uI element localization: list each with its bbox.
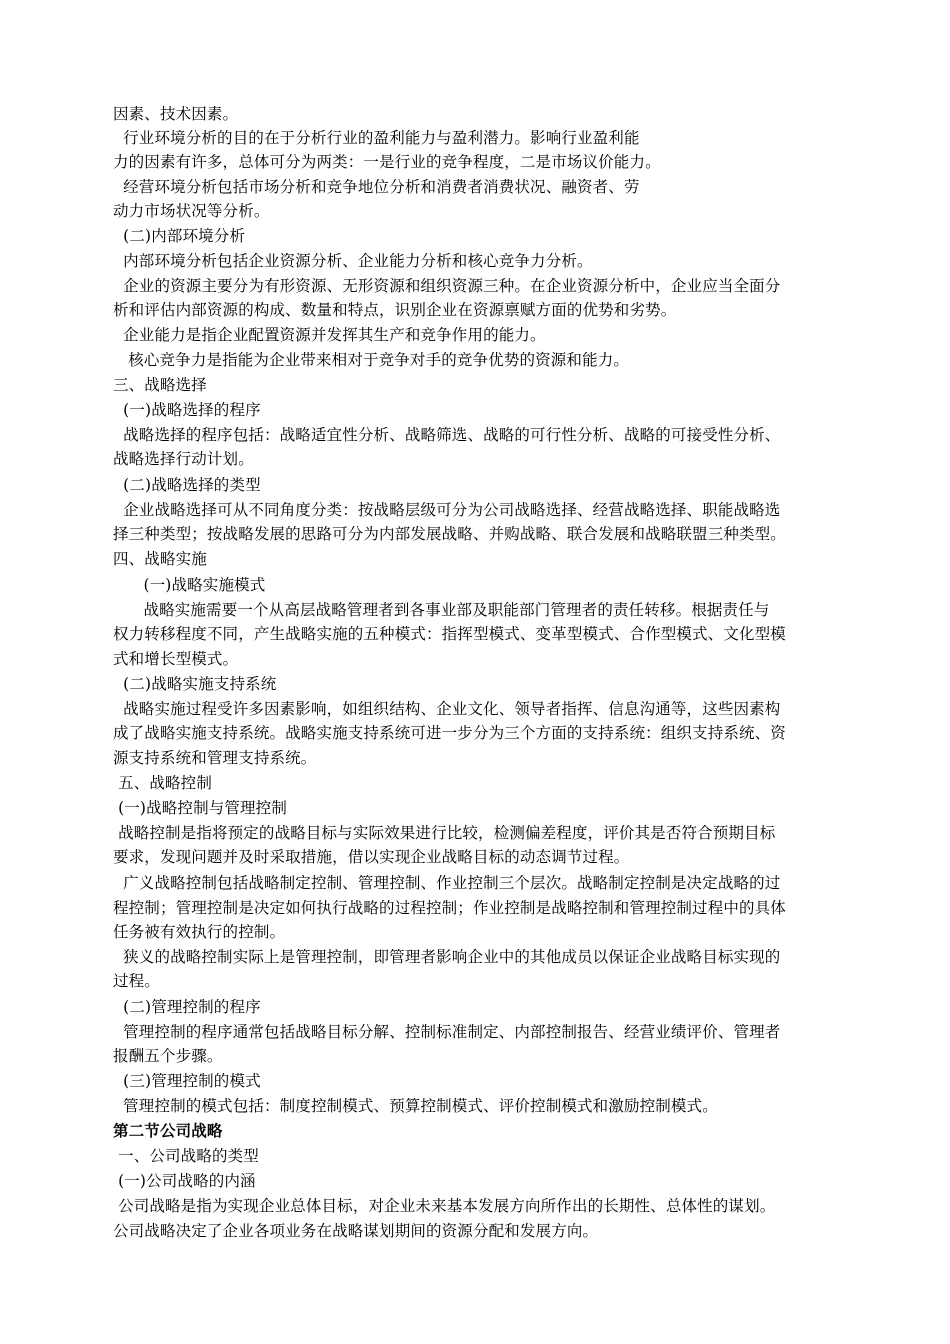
text-line: 公司战略是指为实现企业总体目标，对企业未来基本发展方向所作出的长期性、总体性的谋划。 <box>113 1197 776 1215</box>
chapter-section-heading: 第二节公司战略 <box>113 1122 223 1140</box>
subsection-heading: (一)战略控制与管理控制 <box>113 799 287 817</box>
text-line: 力的因素有许多，总体可分为两类：一是行业的竞争程度，二是市场议价能力。 <box>113 153 661 171</box>
text-line: 要求，发现问题并及时采取措施，借以实现企业战略目标的动态调节过程。 <box>113 848 630 866</box>
text-line: 战略控制是指将预定的战略目标与实际效果进行比较，检测偏差程度，评价其是否符合预期目标 <box>113 824 776 842</box>
text-line: 战略选择行动计划。 <box>113 450 254 468</box>
text-line: 企业能力是指企业配置资源并发挥其生产和竞争作用的能力。 <box>113 326 546 344</box>
subsection-heading: (一)战略实施模式 <box>113 576 266 594</box>
text-line: 式和增长型模式。 <box>113 650 239 668</box>
text-line: 企业的资源主要分为有形资源、无形资源和组织资源三种。在企业资源分析中，企业应当全面分 <box>113 277 781 295</box>
text-line: 狭义的战略控制实际上是管理控制，即管理者影响企业中的其他成员以保证企业战略目标实现的 <box>113 948 781 966</box>
text-line: 成了战略实施支持系统。战略实施支持系统可进一步分为三个方面的支持系统：组织支持系统、资 <box>113 724 786 742</box>
text-line: 公司战略决定了企业各项业务在战略谋划期间的资源分配和发展方向。 <box>113 1222 599 1240</box>
subsection-heading: (二)管理控制的程序 <box>113 998 261 1016</box>
text-line: 战略实施过程受许多因素影响，如组织结构、企业文化、领导者指挥、信息沟通等，这些因素构 <box>113 700 781 718</box>
subsection-heading: (三)管理控制的模式 <box>113 1072 261 1090</box>
text-line: 任务被有效执行的控制。 <box>113 923 286 941</box>
subsection-heading: (一)战略选择的程序 <box>113 401 261 419</box>
subsection-heading: (二)战略实施支持系统 <box>113 675 277 693</box>
text-line: 核心竞争力是指能为企业带来相对于竞争对手的竞争优势的资源和能力。 <box>113 351 630 369</box>
text-line: 广义战略控制包括战略制定控制、管理控制、作业控制三个层次。战略制定控制是决定战略的过 <box>113 874 781 892</box>
text-line: 内部环境分析包括企业资源分析、企业能力分析和核心竞争力分析。 <box>113 252 593 270</box>
section-heading: 五、战略控制 <box>113 774 212 792</box>
text-line: 因素、技术因素。 <box>113 105 239 123</box>
text-line: 析和评估内部资源的构成、数量和特点，识别企业在资源禀赋方面的优势和劣势。 <box>113 301 677 319</box>
text-line: 权力转移程度不同，产生战略实施的五种模式：指挥型模式、变革型模式、合作型模式、文化型模 <box>113 625 786 643</box>
text-line: 行业环境分析的目的在于分析行业的盈利能力与盈利潜力。影响行业盈利能 <box>113 129 640 147</box>
text-line: 择三种类型；按战略发展的思路可分为内部发展战略、并购战略、联合发展和战略联盟三种类型。 <box>113 525 786 543</box>
text-line: 经营环境分析包括市场分析和竞争地位分析和消费者消费状况、融资者、劳 <box>113 178 640 196</box>
section-heading: 一、公司战略的类型 <box>113 1147 259 1165</box>
text-line: 源支持系统和管理支持系统。 <box>113 749 317 767</box>
subsection-heading: (二)战略选择的类型 <box>113 476 261 494</box>
text-line: 程控制；管理控制是决定如何执行战略的过程控制；作业控制是战略控制和管理控制过程中的具体 <box>113 899 786 917</box>
text-line: 战略实施需要一个从高层战略管理者到各事业部及职能部门管理者的责任转移。根据责任与 <box>113 601 770 619</box>
subsection-heading: (二)内部环境分析 <box>113 227 246 245</box>
text-line: 战略选择的程序包括：战略适宜性分析、战略筛选、战略的可行性分析、战略的可接受性分析、 <box>113 426 781 444</box>
text-line: 管理控制的模式包括：制度控制模式、预算控制模式、评价控制模式和激励控制模式。 <box>113 1097 718 1115</box>
section-heading: 四、战略实施 <box>113 550 207 568</box>
subsection-heading: (一)公司战略的内涵 <box>113 1172 256 1190</box>
text-line: 动力市场状况等分析。 <box>113 202 270 220</box>
text-line: 管理控制的程序通常包括战略目标分解、控制标准制定、内部控制报告、经营业绩评价、管理者 <box>113 1023 781 1041</box>
section-heading: 三、战略选择 <box>113 376 207 394</box>
text-line: 报酬五个步骤。 <box>113 1047 223 1065</box>
text-line: 企业战略选择可从不同角度分类：按战略层级可分为公司战略选择、经营战略选择、职能战略选 <box>113 501 781 519</box>
text-line: 过程。 <box>113 972 160 990</box>
